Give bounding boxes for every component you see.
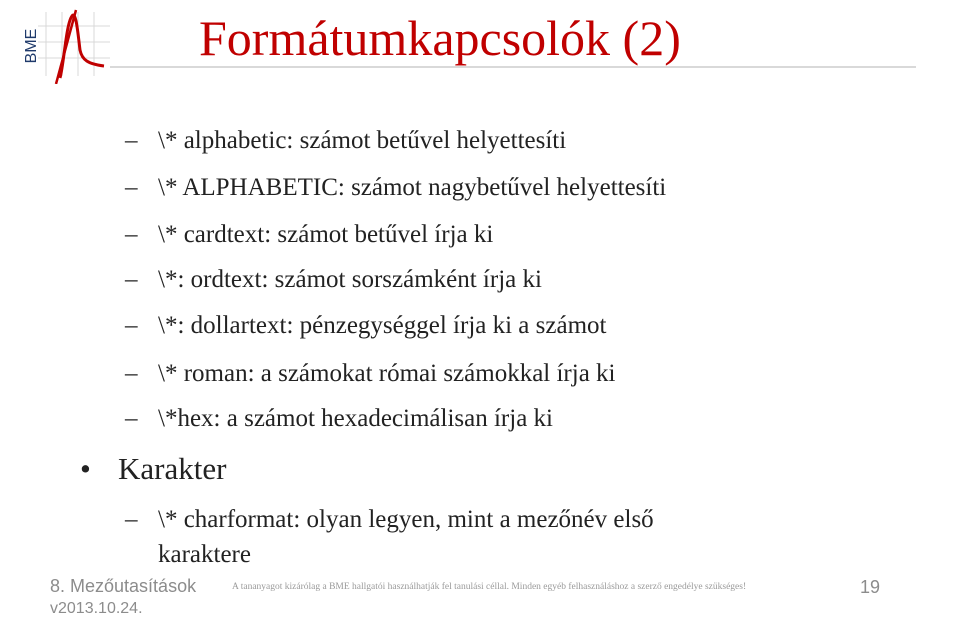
list-item-text: \* roman: a számokat római számokkal írja ki <box>158 360 616 387</box>
footer-section: 8. Mezőutasítások <box>50 576 197 596</box>
page-number: 19 <box>860 577 881 597</box>
list-item-text: \* ALPHABETIC: számot nagybetűvel helyettesíti <box>158 174 667 201</box>
dash-bullet: – <box>125 312 138 339</box>
dash-bullet: – <box>125 266 138 293</box>
list-item-text: \*: dollartext: pénzegységgel írja ki a számot <box>158 312 607 339</box>
list-item-text: \*: ordtext: számot sorszámként írja ki <box>158 266 542 293</box>
dash-bullet: – <box>125 506 138 533</box>
slide-title: Formátumkapcsolók (2) <box>199 10 681 66</box>
list-item-text: \*hex: a számot hexadecimálisan írja ki <box>158 405 553 432</box>
footer-version: v2013.10.24. <box>50 600 143 617</box>
dash-bullet: – <box>125 221 138 248</box>
list-item-text: \* alphabetic: számot betűvel helyettesíti <box>158 127 567 154</box>
dash-bullet: – <box>125 127 138 154</box>
list-item-continuation: karaktere <box>158 541 251 568</box>
dash-bullet: – <box>125 174 138 201</box>
footer-note: A tananyagot kizárólag a BME hallgatói használhatják fel tanulási céllal. Minden egyéb felhasználáshoz a szerző engedélye szükséges! <box>232 582 747 592</box>
dash-bullet: – <box>125 360 138 387</box>
bullet-dot: • <box>80 451 91 486</box>
list-item-text: \* cardtext: számot betűvel írja ki <box>158 221 494 248</box>
logo-text: BME <box>23 28 40 64</box>
bullet-text: Karakter <box>118 451 227 486</box>
bme-logo-icon <box>16 4 112 84</box>
dash-bullet: – <box>125 405 138 432</box>
list-item-text: \* charformat: olyan legyen, mint a mezőnév első <box>158 506 654 533</box>
